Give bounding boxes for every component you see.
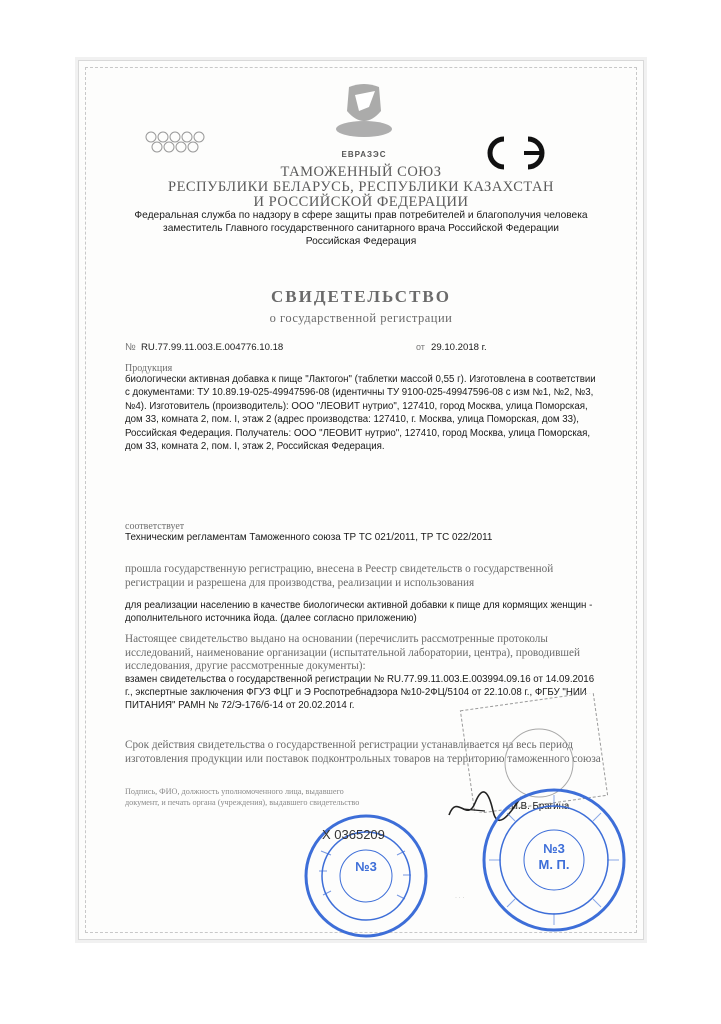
emblem-label: ЕВРАЗЭС xyxy=(341,150,387,159)
validity-statement: Срок действия свидетельства о государственной регистрации устанавливается на весь период изготовления продукции или поставок подконтрольных товаров на территорию таможенного союза xyxy=(125,739,601,765)
round-seal xyxy=(479,785,629,935)
conformity-label: соответствует xyxy=(125,521,185,532)
eurasec-emblem xyxy=(319,81,409,159)
usage-purpose: для реализации населению в качестве биологически активной добавки к пище для кормящих женщин - дополнительного источника йода. (далее согласно приложению) xyxy=(125,600,593,624)
union-line: ТАМОЖЕННЫЙ СОЮЗ xyxy=(280,164,442,180)
conformity-text: Техническим регламентам Таможенного союза ТР ТС 021/2011, ТР ТС 022/2011 xyxy=(125,532,493,543)
date-prefix: от xyxy=(416,342,425,352)
signer-name: И.В. Брагина xyxy=(511,801,570,812)
product-label: Продукция xyxy=(125,363,173,374)
signature-label: Подпись, ФИО, должность уполномоченного лица, выдавшего документ, и печать органа (учреждения), выдавшего свидетельство xyxy=(125,787,360,807)
agency-line: заместитель Главного государственного санитарного врача Российской Федерации xyxy=(163,223,559,234)
union-header xyxy=(119,165,603,210)
registration-statement: прошла государственную регистрацию, внесена в Реестр свидетельств о государственной регистрации и разрешена для производства, реализации и использования xyxy=(125,563,554,589)
certificate-number: RU.77.99.11.003.Е.004776.10.18 xyxy=(141,342,284,353)
union-line: И РОССИЙСКОЙ ФЕДЕРАЦИИ xyxy=(253,194,469,210)
seal-number: №3 М. П. xyxy=(479,841,629,873)
issuance-basis-label: Настоящее свидетельство выдано на основании (перечислить рассмотренные протоколы исследований, наименование организации (испытательной лаборатории, центра), проводившей исследования, другие рассмотренные документы): xyxy=(125,633,580,672)
security-pattern xyxy=(143,129,205,153)
agency-line: Федеральная служба по надзору в сфере защиты прав потребителей и благополучия человека xyxy=(134,210,588,221)
seal-caption: М. П. xyxy=(538,857,570,872)
agency-header xyxy=(99,209,623,248)
emblem-icon xyxy=(319,81,409,143)
issuance-basis-detail: взамен свидетельства о государственной регистрации № RU.77.99.11.003.Е.003994.09.16 от 14.09.2016 г., экспертные заключения ФГУЗ ФЦГ и Э Роспотребнадзора №10-2ФЦ/5104 от 22.10.08 г., ФГБУ "НИИ ПИТАНИЯ" РАМН № 72/Э-176/б-14 от 20.02.2014 г. xyxy=(125,674,595,712)
form-series-number: X 0365209 xyxy=(322,827,385,842)
product-description: биологически активная добавка к пище "Лактогон" (таблетки массой 0,55 г). Изготовлена в соответствии с документами: ТУ 10.89.19-025-49947596-08 (идентичны ТУ 9100-025-49947596-08 с изм №1, №2, №3, №4). Изготовитель (производитель): ООО "ЛЕОВИТ нутрио", 127410, город Москва, улица Поморская, дом 33, комната 2, пом. I, этаж 2 (адрес производства: 127410, г. Москва, улица Поморская, дом 33), Российская Федерация. Получатель: ООО "ЛЕОВИТ нутрио", 127410, город Москва, улица Поморская, дом 33, комната 2, пом. I, этаж 2, Российская Федерация. xyxy=(125,374,596,453)
stamp-number: №3 xyxy=(355,859,377,874)
union-line: РЕСПУБЛИКИ БЕЛАРУСЬ, РЕСПУБЛИКИ КАЗАХСТАН xyxy=(168,179,554,195)
number-sign: № xyxy=(125,342,136,353)
document-title: СВИДЕТЕЛЬСТВО xyxy=(271,287,451,306)
certificate-date: 29.10.2018 г. xyxy=(431,342,487,353)
certificate-page xyxy=(78,60,644,940)
agency-line: Российская Федерация xyxy=(305,236,417,247)
document-subtitle: о государственной регистрации xyxy=(269,311,453,325)
printer-mark: · · · xyxy=(455,895,465,901)
